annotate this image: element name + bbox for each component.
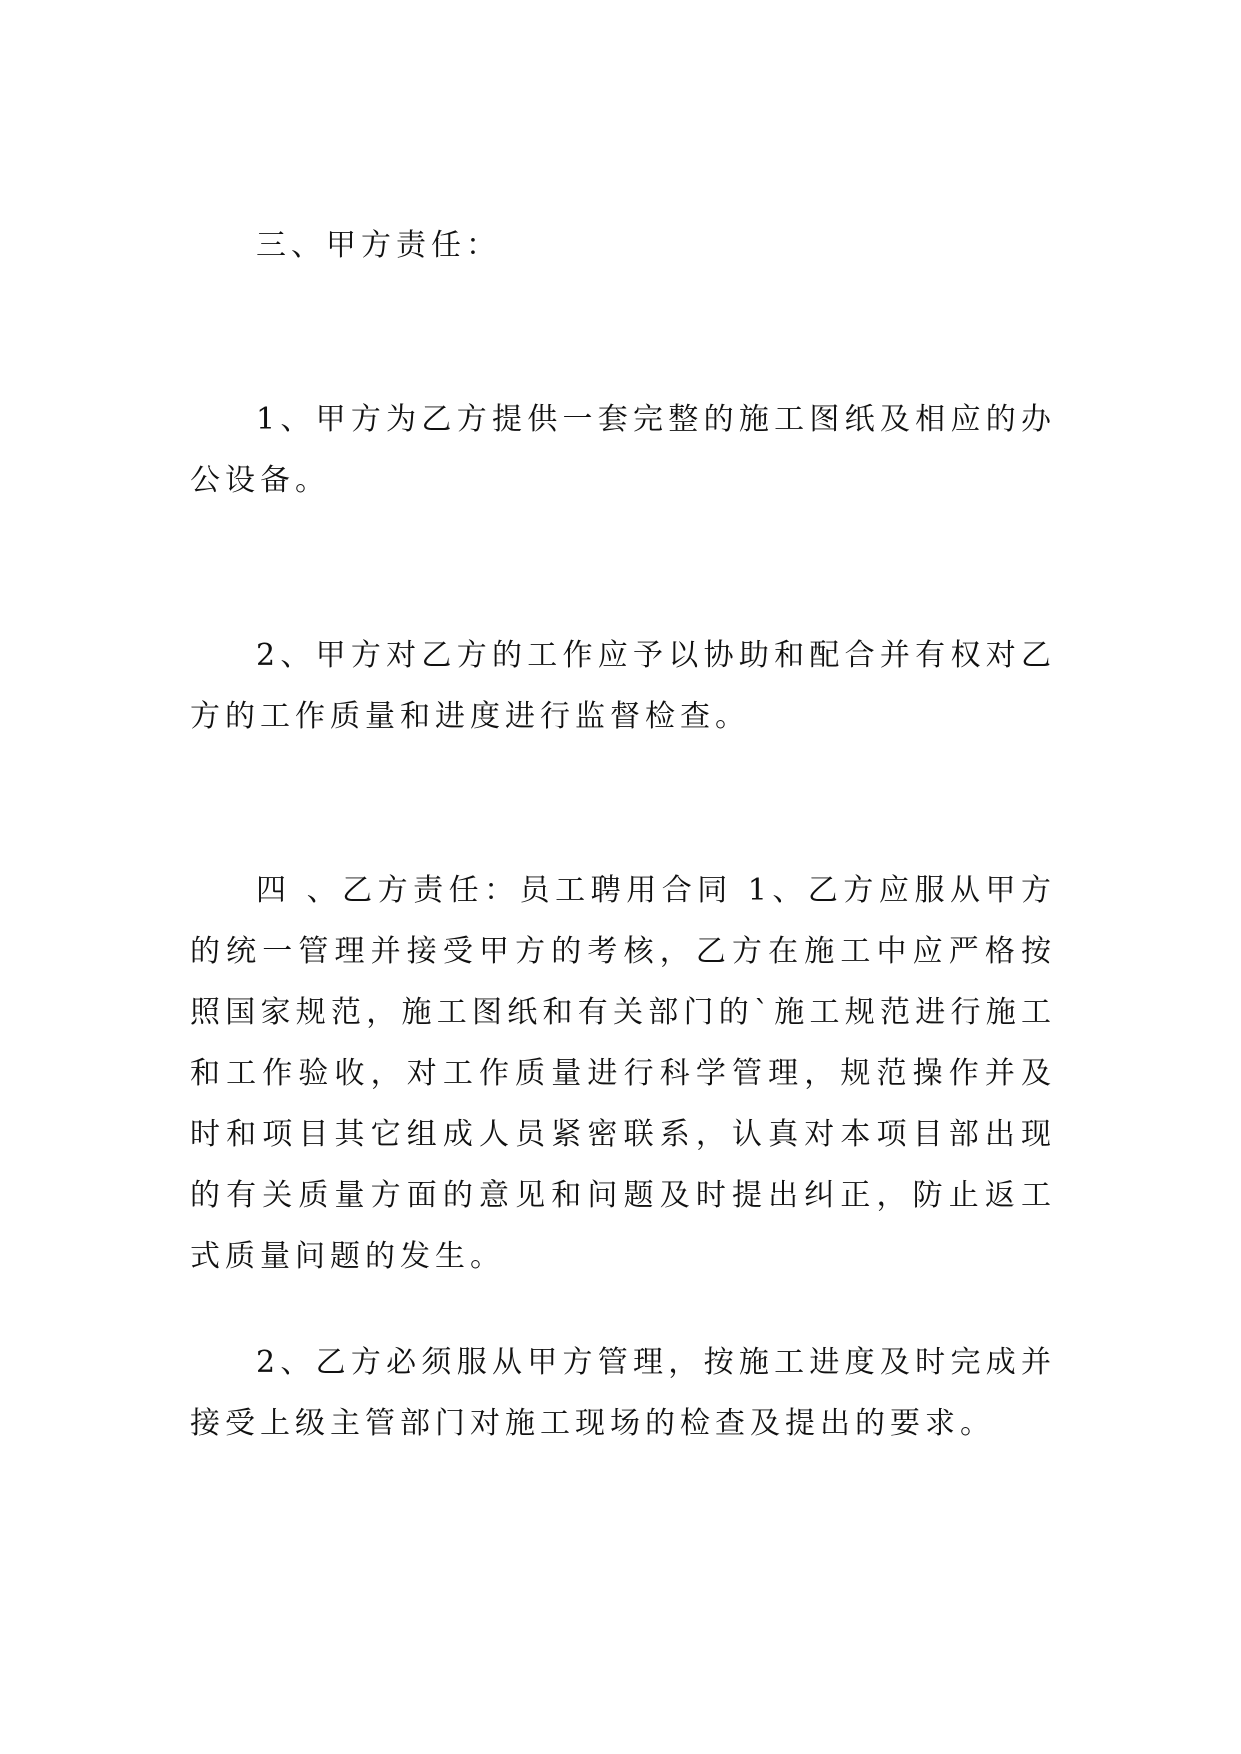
paragraph-party-a-item-1: 1、甲方为乙方提供一套完整的施工图纸及相应的办公设备。	[190, 402, 1056, 498]
section-heading-party-a-responsibilities: 三、甲方责任：	[256, 228, 501, 263]
paragraph-party-b-item-2: 2、乙方必须服从甲方管理，按施工进度及时完成并接受上级主管部门对施工现场的检查及提出的要求。	[190, 1345, 1056, 1441]
paragraph-party-b-responsibilities: 四 、乙方责任：员工聘用合同 1、乙方应服从甲方的统一管理并接受甲方的考核，乙方在施工中应严格按照国家规范，施工图纸和有关部门的`施工规范进行施工和工作验收，对工作质量进行科学管理，规范操作并及时和项目其它组成人员紧密联系，认真对本项目部出现的有关质量方面的意见和问题及时提出纠正，防止返工式质量问题的发生。	[190, 873, 1056, 1274]
paragraph-party-a-item-2: 2、甲方对乙方的工作应予以协助和配合并有权对乙方的工作质量和进度进行监督检查。	[190, 638, 1056, 734]
